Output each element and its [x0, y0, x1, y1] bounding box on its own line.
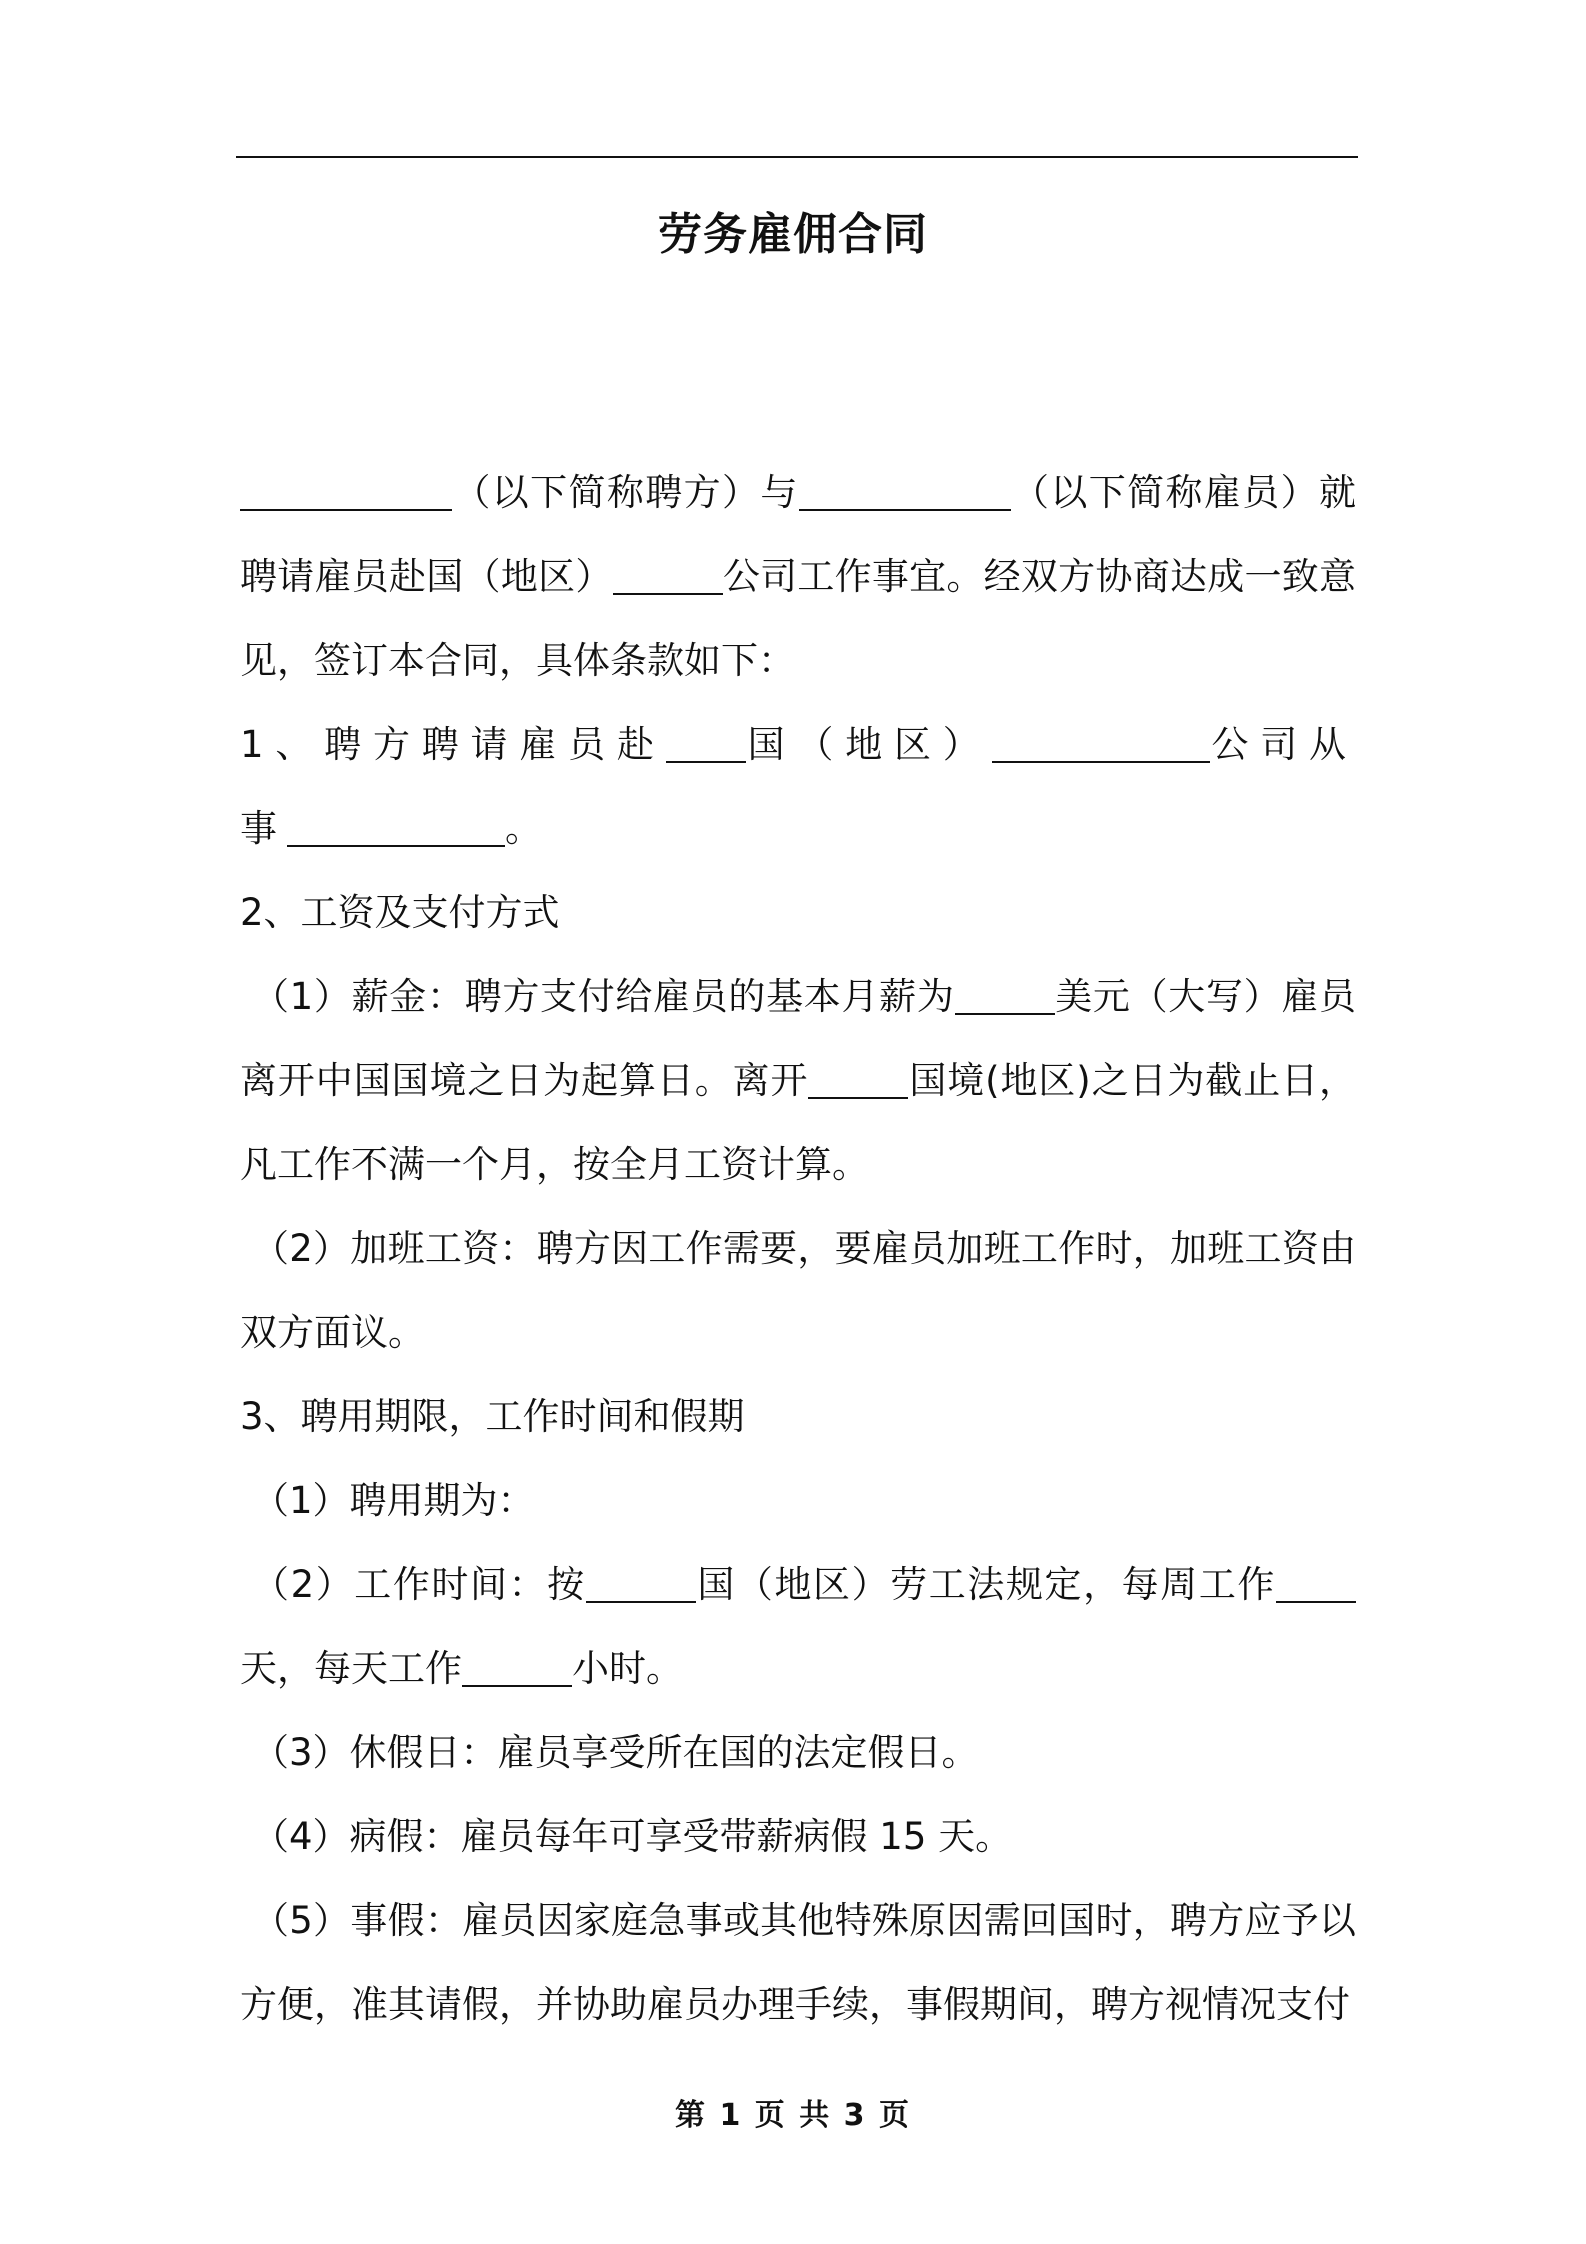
country-blank[interactable] — [666, 723, 746, 763]
job-blank[interactable] — [287, 807, 505, 847]
page-footer: 第 1 页 共 3 页 — [675, 2098, 911, 2133]
company-region-blank[interactable] — [613, 555, 723, 595]
hours-text-b: 国（地区）劳工法规定，每周工作 — [695, 1563, 1276, 1606]
clause-1 — [240, 703, 1356, 871]
hours-text-a: （2）工作时间：按 — [252, 1563, 586, 1606]
clause-3-heading: 3、聘用期限，工作时间和假期 — [240, 1395, 745, 1438]
employee-name-blank[interactable] — [799, 471, 1011, 511]
document-title: 劳务雇佣合同 — [658, 209, 928, 260]
intro-text-a: （以下简称聘方）与 — [452, 471, 799, 514]
clause-1-text-a: 1、聘方聘请雇员赴 — [240, 723, 666, 766]
labor-law-country-blank[interactable] — [586, 1563, 696, 1603]
hours-text-c: 天，每天工作 — [240, 1647, 462, 1690]
clause-2-overtime: （2）加班工资：聘方因工作需要，要雇员加班工作时，加班工资由双方面议。 — [240, 1227, 1356, 1354]
clause-2-salary — [240, 955, 1356, 1207]
days-per-week-blank[interactable] — [1276, 1563, 1356, 1603]
salary-amount-blank[interactable] — [955, 975, 1055, 1015]
employer-name-blank[interactable] — [240, 471, 452, 511]
salary-text-c: 国境(地区)之日为截止日，凡工作不满一个月，按全月工资计算。 — [240, 1059, 1357, 1186]
intro-text-b: （以下简称雇员）就聘请雇员赴国（地区） — [240, 471, 1357, 598]
clause-1-text-c: 公司从事 — [240, 723, 1357, 850]
hours-per-day-blank[interactable] — [462, 1647, 572, 1687]
intro-paragraph — [240, 451, 1356, 703]
hours-text-d: 小时。 — [572, 1647, 683, 1690]
document-body — [240, 451, 1356, 2047]
salary-text-a: （1）薪金：聘方支付给雇员的基本月薪为 — [252, 975, 955, 1018]
clause-3-personal-leave: （5）事假：雇员因家庭急事或其他特殊原因需回国时，聘方应予以方便，准其请假，并协助雇员办理手续，事假期间，聘方视情况支付 — [240, 1899, 1356, 2026]
clause-3-working-hours — [240, 1543, 1356, 1711]
clause-1-text-b: 国（地区） — [745, 723, 992, 766]
clause-3-term: （1）聘用期为： — [252, 1479, 535, 1522]
company-blank[interactable] — [992, 723, 1210, 763]
salary-text-b: 美元（大写）雇员离开中国国境之日为起算日。离开 — [240, 975, 1356, 1102]
clause-1-text-d: 。 — [505, 807, 542, 850]
clause-3-sick-leave: （4）病假：雇员每年可享受带薪病假 15 天。 — [252, 1815, 1013, 1858]
intro-text-c: 公司工作事宜。经双方协商达成一致意见，签订本合同，具体条款如下： — [240, 555, 1357, 682]
clause-3-holidays: （3）休假日：雇员享受所在国的法定假日。 — [252, 1731, 979, 1774]
clause-2-heading: 2、工资及支付方式 — [240, 891, 560, 934]
header-rule — [236, 156, 1358, 158]
departure-country-blank[interactable] — [808, 1059, 908, 1099]
